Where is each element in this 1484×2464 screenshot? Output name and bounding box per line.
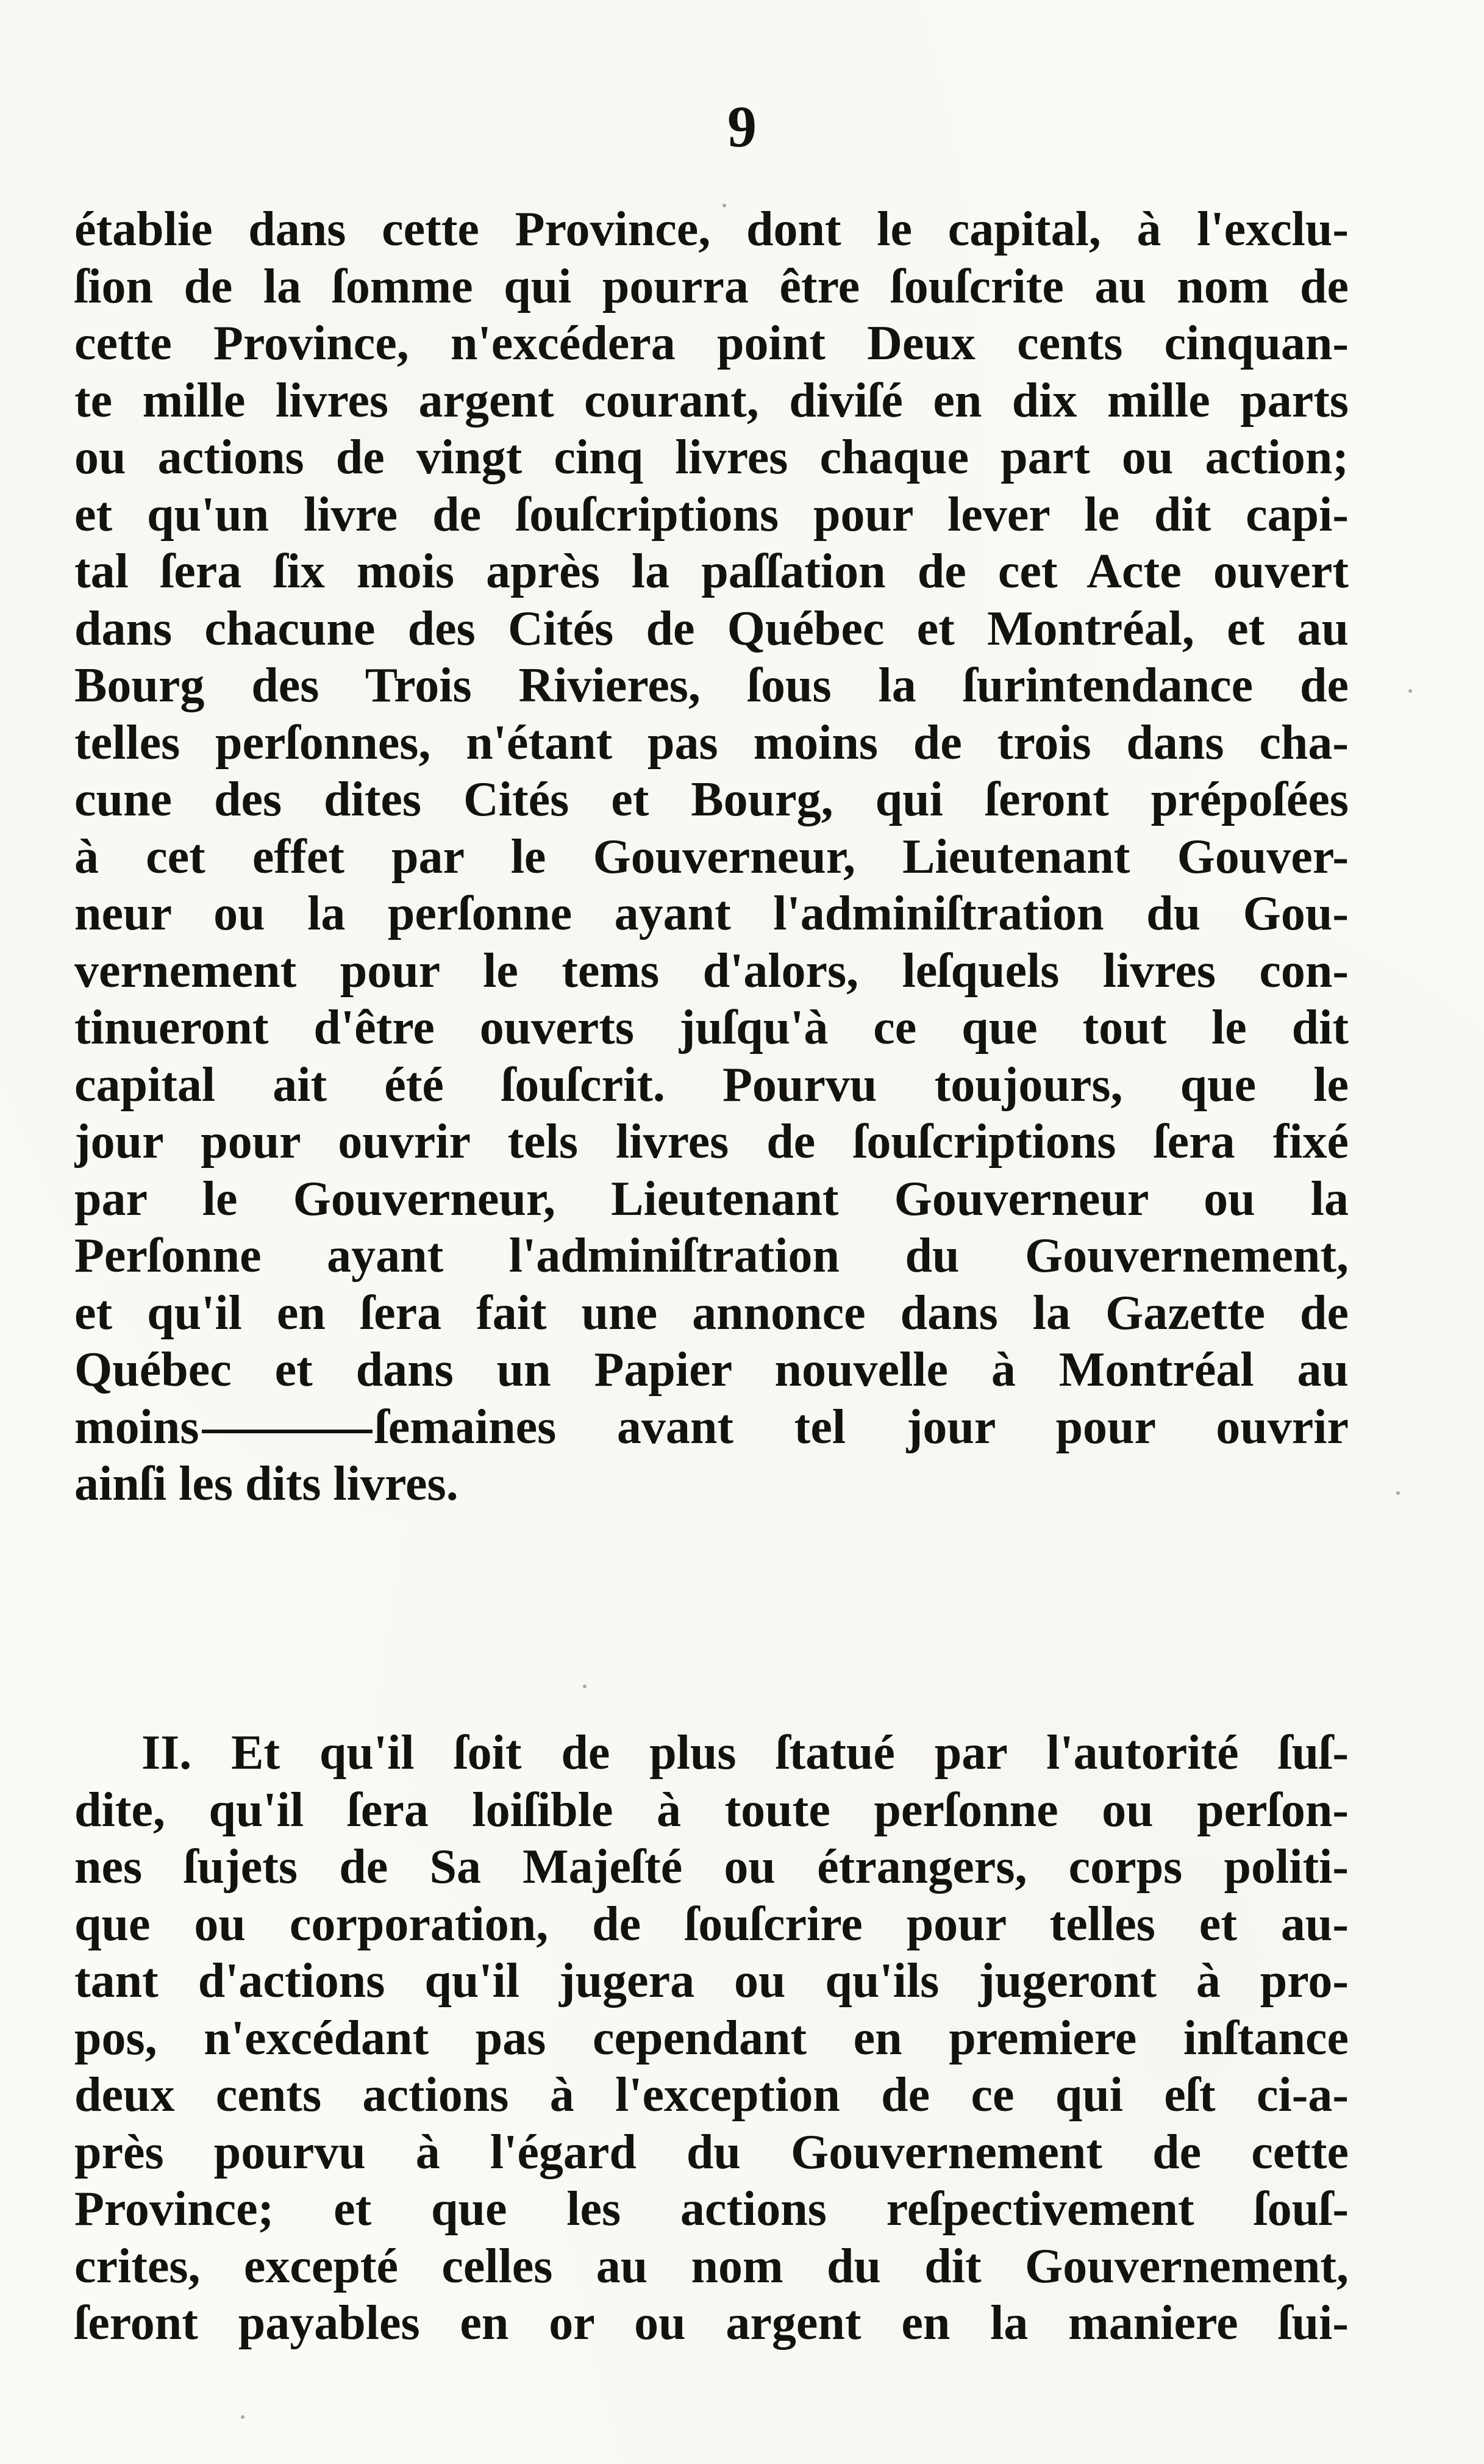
text-line: dite, qu'il ſera loiſible à toute perſonne ou perſon-: [74, 1783, 1349, 1837]
text-line: ou actions de vingt cinq livres chaque part ou action;: [74, 431, 1349, 484]
text-line: Perſonne ayant l'adminiſtration du Gouvernement,: [74, 1229, 1349, 1283]
paragraph-1: [74, 201, 1349, 1513]
text-line: nes ſujets de Sa Majeſté ou étrangers, corps politi-: [74, 1840, 1349, 1894]
text-line-with-blank: [74, 1399, 1349, 1456]
blank-dash: [202, 1430, 373, 1433]
text-line: tal ſera ſix mois après la paſſation de cet Acte ouvert: [74, 545, 1349, 598]
text-line: vernement pour le tems d'alors, leſquels livres con-: [74, 944, 1349, 998]
text-line: par le Gouverneur, Lieutenant Gouverneur ou la: [74, 1172, 1349, 1226]
text-line: tant d'actions qu'il jugera ou qu'ils jugeront à pro-: [74, 1954, 1349, 2008]
text-line: Bourg des Trois Rivieres, ſous la ſurintendance de: [74, 659, 1349, 712]
paragraph-2: [74, 1725, 1349, 2352]
text-line: cette Province, n'excédera point Deux cents cinquan-: [74, 317, 1349, 370]
text-line: te mille livres argent courant, diviſé en dix mille parts: [74, 373, 1349, 428]
text-after-blank: ſemaines avant tel jour pour ouvrir: [374, 1400, 1349, 1454]
text-line: dans chacune des Cités de Québec et Montréal, et au: [74, 601, 1349, 656]
text-line: Province; et que les actions reſpectivement ſouſ-: [74, 2182, 1349, 2236]
paper-speck: [1396, 1491, 1400, 1495]
text-line: deux cents actions à l'exception de ce qui eſt ci-a-: [74, 2068, 1349, 2122]
text-line: et qu'un livre de ſouſcriptions pour lever le dit capi-: [74, 487, 1349, 542]
text-line: que ou corporation, de ſouſcrire pour telles et au-: [74, 1897, 1349, 1951]
text-line: établie dans cette Province, dont le capital, à l'exclu-: [74, 202, 1349, 256]
text-line: II. Et qu'il ſoit de plus ſtatué par l'autorité ſuſ-: [141, 1726, 1349, 1780]
text-line: crites, excepté celles au nom du dit Gouvernement,: [74, 2239, 1349, 2293]
text-line: telles perſonnes, n'étant pas moins de trois dans cha-: [74, 715, 1349, 770]
paper-speck: [1408, 689, 1412, 693]
text-line: ainſi les dits livres.: [74, 1457, 458, 1511]
text-line: près pourvu à l'égard du Gouvernement de cette: [74, 2125, 1349, 2179]
text-line: ſeront payables en or ou argent en la maniere ſui-: [74, 2296, 1349, 2350]
text-line: à cet effet par le Gouverneur, Lieutenant Gouver-: [74, 829, 1349, 884]
text-before-blank: moins: [74, 1400, 199, 1454]
page-number: 9: [727, 94, 757, 159]
text-line: cune des dites Cités et Bourg, qui ſeront prépoſées: [74, 773, 1349, 826]
paper-speck: [583, 1685, 587, 1688]
text-line: et qu'il en ſera fait une annonce dans la Gazette de: [74, 1286, 1349, 1340]
text-line: ſion de la ſomme qui pourra être ſouſcrite au nom de: [74, 259, 1349, 313]
paper-speck: [722, 204, 726, 207]
paper-speck: [241, 2415, 244, 2419]
text-line: capital ait été ſouſcrit. Pourvu toujours, que le: [74, 1058, 1349, 1112]
text-line: pos, n'excédant pas cependant en premiere inſtance: [74, 2011, 1349, 2065]
text-line: Québec et dans un Papier nouvelle à Montréal au: [74, 1343, 1349, 1397]
text-line: neur ou la perſonne ayant l'adminiſtration du Gou-: [74, 887, 1349, 940]
text-line: jour pour ouvrir tels livres de ſouſcriptions ſera fixé: [74, 1115, 1349, 1169]
text-line: tinueront d'être ouverts juſqu'à ce que tout le dit: [74, 1001, 1349, 1055]
